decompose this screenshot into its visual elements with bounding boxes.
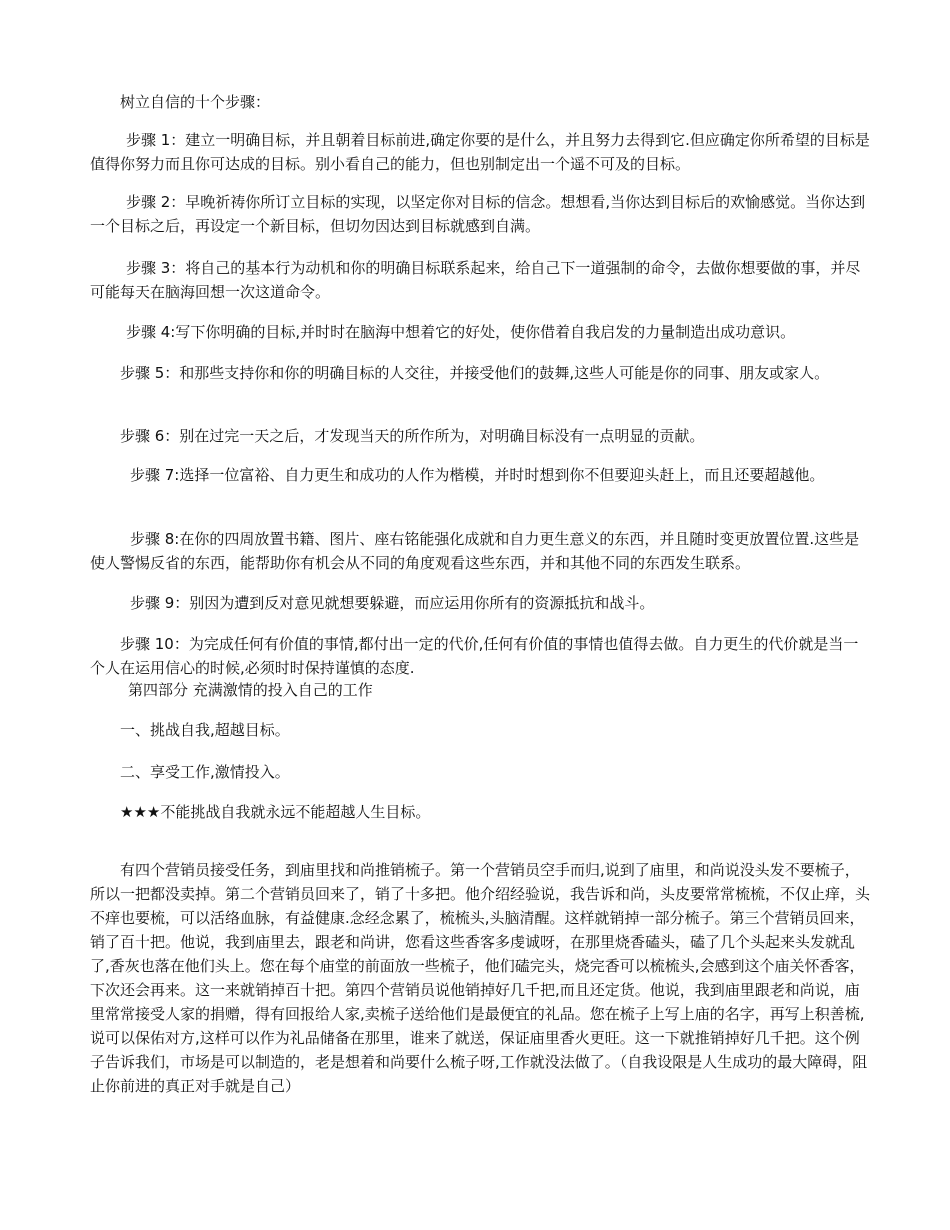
story-paragraph: 有四个营销员接受任务，到庙里找和尚推销梳子。第一个营销员空手而归,说到了庙里，和尚说没头发不要梳子，所以一把都没卖掉。第二个营销员回来了，销了十多把。他介绍经验说，我告诉和尚，头皮要常常梳梳，不仅止痒，头不痒也要梳，可以活络血脉，有益健康.念经念累了，梳梳头,头脑清醒。这样就销掉一部分梳子。第三个营销员回来，销了百十把。他说，我到庙里去，跟老和尚讲，您看这些香客多虔诚呀，在那里烧香磕头，磕了几个头起来头发就乱了,香灰也落在他们头上。您在每个庙堂的前面放一些梳子，他们磕完头，烧完香可以梳梳头,会感到这个庙关怀香客，下次还会再来。这一来就销掉百十把。第四个营销员说他销掉好几千把,而且还定货。他说，我到庙里跟老和尚说，庙里常常接受人家的捐赠，得有回报给人家,卖梳子送给他们是最便宜的礼品。您在梳子上写上庙的名字，再写上积善梳,说可以保佑对方,这样可以作为礼品储备在那里，谁来了就送，保证庙里香火更旺。这一下就推销掉好几千把。这个例子告诉我们，市场是可以制造的，老是想着和尚要什么梳子呀,工作就没法做了。（自我设限是人生成功的最大障碍，阻止你前进的真正对手就是自己） [90,861,871,1095]
step-2: 步骤 2：早晚祈祷你所订立目标的实现，以坚定你对目标的信念。想想看,当你达到目标后的欢愉感觉。当你达到一个目标之后，再设定一个新目标，但切勿因达到目标就感到自满。 [90,193,866,235]
step-4: 步骤 4:写下你明确的目标,并时时在脑海中想着它的好处，使你借着自我启发的力量制造出成功意识。 [126,323,796,341]
step-10: 步骤 10：为完成任何有价值的事情,都付出一定的代价,任何有价值的事情也值得去做。自力更生的代价就是当一个人在运用信心的时候,必须时时保持谨慎的态度. [90,635,859,677]
part-title: 第四部分 充满激情的投入自己的工作 [128,681,373,699]
step-1: 步骤 1：建立一明确目标，并且朝着目标前进,确定你要的是什么，并且努力去得到它.但应确定你所希望的目标是值得你努力而且你可达成的目标。别小看自己的能力，但也别制定出一个遥不可及的目标。 [90,131,870,173]
sub-item-1: 一、挑战自我,超越目标。 [120,721,290,739]
step-7: 步骤 7:选择一位富裕、自力更生和成功的人作为楷模，并时时想到你不但要迎头赶上，而且还要超越他。 [130,466,825,484]
heading: 树立自信的十个步骤： [120,93,271,111]
sub-item-3: ★★★不能挑战自我就永远不能超越人生目标。 [120,803,431,821]
step-3: 步骤 3：将自己的基本行为动机和你的明确目标联系起来，给自己下一道强制的命令，去做你想要做的事，并尽可能每天在脑海回想一次这道命令。 [90,259,861,301]
sub-item-2: 二、享受工作,激情投入。 [120,763,290,781]
step-5: 步骤 5：和那些支持你和你的明确目标的人交往，并接受他们的鼓舞,这些人可能是你的同事、朋友或家人。 [120,364,830,382]
step-6: 步骤 6：别在过完一天之后，才发现当天的所作所为，对明确目标没有一点明显的贡献。 [120,427,705,445]
step-8: 步骤 8:在你的四周放置书籍、图片、座右铭能强化成就和自力更生意义的东西，并且随时变更放置位置.这些是使人警惕反省的东西，能帮助你有机会从不同的角度观看这些东西，并和其他不同的东西发生联系。 [90,530,860,572]
step-9: 步骤 9：别因为遭到反对意见就想要躲避，而应运用你所有的资源抵抗和战斗。 [130,594,655,612]
